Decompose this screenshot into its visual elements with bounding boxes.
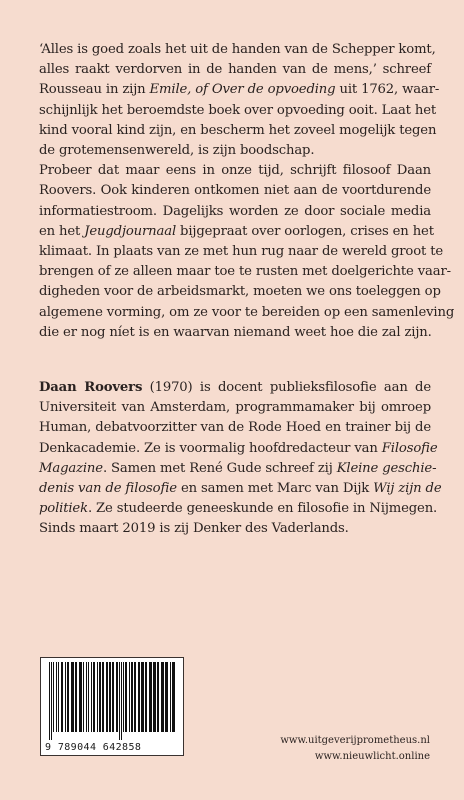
barcode-bar (86, 662, 87, 732)
bio-segment: (1970) is docent publieksfilosofie aan de (142, 380, 431, 395)
barcode-bar (116, 662, 118, 732)
barcode-bar (125, 662, 127, 732)
barcode-bar (83, 662, 84, 732)
barcode-bar (134, 662, 136, 732)
bio-segment: Denkacademie. Ze is voormalig hoofdredacteur van (39, 440, 382, 456)
barcode-bar (112, 662, 114, 732)
barcode-bar (91, 662, 92, 732)
bio-segment: Human, debatvoorzitter van de Rode Hoed en trainer bij de (39, 420, 431, 436)
blurb-segment: ‘Alles is goed zoals het uit de handen van de Schepper komt, (39, 42, 436, 57)
blurb-line (39, 242, 443, 262)
bio-segment: Sinds maart 2019 is zij Denker des Vaderlands. (39, 521, 349, 537)
barcode-bar (170, 662, 171, 732)
barcode-bar (129, 662, 130, 732)
barcode-bar (56, 662, 57, 732)
barcode-bar (157, 662, 159, 732)
bio-segment: Filosofie (381, 440, 438, 456)
barcode-bar (153, 662, 156, 732)
bio-line (39, 519, 431, 539)
barcode-bar (172, 662, 175, 732)
bio-line (39, 398, 431, 418)
blurb-segment: Roovers. Ook kinderen ontkomen niet aan de voortdurende (39, 183, 431, 199)
blurb-line (39, 323, 431, 343)
blurb-segment: Jeugdjournaal (84, 223, 177, 239)
bio-segment: denis van de filosofie (39, 481, 177, 497)
barcode-bar (97, 662, 98, 732)
bio-line (39, 479, 442, 499)
blurb-line (39, 303, 455, 323)
blurb-segment: Probeer dat maar eens in onze tijd, schrijft filosoof Daan (39, 163, 431, 179)
bio-segment: Wij zijn de (373, 481, 442, 497)
blurb-segment: en het (39, 223, 85, 239)
blurb-line (39, 262, 451, 282)
blurb-line (39, 80, 440, 100)
isbn-barcode (40, 657, 184, 756)
barcode-bar (131, 662, 133, 732)
barcode-bar (93, 662, 95, 732)
barcode-bar (79, 662, 82, 732)
blurb-line (39, 222, 434, 242)
barcode-bar (49, 662, 50, 740)
blurb-segment: die er nog níet is en waarvan niemand weet hoe die zal zijn. (39, 324, 432, 340)
author-bio (39, 378, 442, 540)
barcode-bar (141, 662, 144, 732)
bio-segment: en samen met Marc van Dijk (176, 481, 374, 497)
blurb-segment: Rousseau in zijn (39, 82, 150, 98)
barcode-bar (119, 662, 120, 740)
barcode-bar (161, 662, 164, 732)
barcode-bar (106, 662, 108, 732)
bio-segment: Daan Roovers (39, 380, 143, 395)
blurb-segment: uit 1762, waar- (335, 82, 440, 98)
blurb-line (39, 141, 431, 161)
bio-line (39, 459, 437, 479)
blurb-segment: brengen of ze alleen maar toe te rusten met doelgerichte vaar- (39, 264, 451, 280)
blurb-segment: de grotemensenwereld, is zijn boodschap. (39, 143, 315, 159)
blurb-segment: bijgepraat over oorlogen, crises en het (176, 223, 434, 239)
barcode-bar (88, 662, 89, 732)
bio-segment: Universiteit van Amsterdam, programmamaker bij omroep (39, 400, 431, 416)
blurb-segment: Emile, of Over de opvoeding (149, 82, 336, 98)
barcode-bar (109, 662, 111, 732)
barcode-bar (123, 662, 124, 732)
barcode-bar (53, 662, 54, 732)
barcode-bar (149, 662, 152, 732)
blurb-segment: schijnlijk het beroemdste boek over opvoeding ooit. Laat het (39, 102, 437, 118)
barcode-bar (58, 662, 59, 732)
blurb-segment: digheden voor de arbeidsmarkt, moeten we ons toeleggen op (39, 284, 441, 300)
blurb-segment: algemene vorming, om ze voor te bereiden op een samenleving (39, 304, 455, 320)
imprint-url[interactable]: www.nieuwlicht.online (314, 751, 430, 762)
bio-line (39, 439, 438, 459)
bio-line (39, 418, 431, 438)
barcode-bar (165, 662, 168, 732)
barcode-bar (75, 662, 77, 732)
blurb-text (39, 40, 455, 343)
barcode-bar (121, 662, 122, 740)
blurb-line (39, 282, 441, 302)
blurb-line (39, 202, 431, 222)
barcode-bar (102, 662, 104, 732)
bio-segment: Magazine (39, 460, 103, 476)
blurb-line (39, 181, 431, 201)
barcode-icon (47, 662, 177, 740)
barcode-bar (99, 662, 101, 732)
bio-line (39, 378, 431, 398)
bio-segment: politiek (39, 501, 88, 517)
barcode-bar (67, 662, 69, 732)
blurb-line (39, 101, 437, 121)
barcode-bar (145, 662, 147, 732)
barcode-bar (51, 662, 52, 740)
barcode-bar (61, 662, 63, 732)
blurb-line (39, 60, 431, 80)
barcode-bar (71, 662, 74, 732)
bio-line (39, 499, 438, 519)
barcode-bar (138, 662, 140, 732)
blurb-segment: informatiestroom. Dagelijks worden ze door sociale media (39, 203, 431, 219)
blurb-line (39, 121, 437, 141)
publisher-url[interactable]: www.uitgeverijprometheus.nl (280, 735, 430, 746)
isbn-digits: 9 789044 642858 (45, 742, 142, 753)
bio-segment: Kleine geschie- (336, 460, 437, 476)
barcode-bar (65, 662, 66, 732)
bio-segment: . Samen met René Gude schreef zij (102, 460, 337, 476)
blurb-line (39, 161, 431, 181)
publisher-urls (280, 733, 430, 765)
bio-segment: . Ze studeerde geneeskunde en filosofie in Nijmegen. (87, 501, 438, 517)
blurb-segment: klimaat. In plaats van ze met hun rug naar de wereld groot te (39, 244, 443, 260)
blurb-line (39, 40, 436, 60)
blurb-segment: alles raakt verdorven in de handen van de mens,’ schreef (39, 62, 431, 78)
blurb-segment: kind vooral kind zijn, en bescherm het zoveel mogelijk tegen (39, 122, 437, 138)
